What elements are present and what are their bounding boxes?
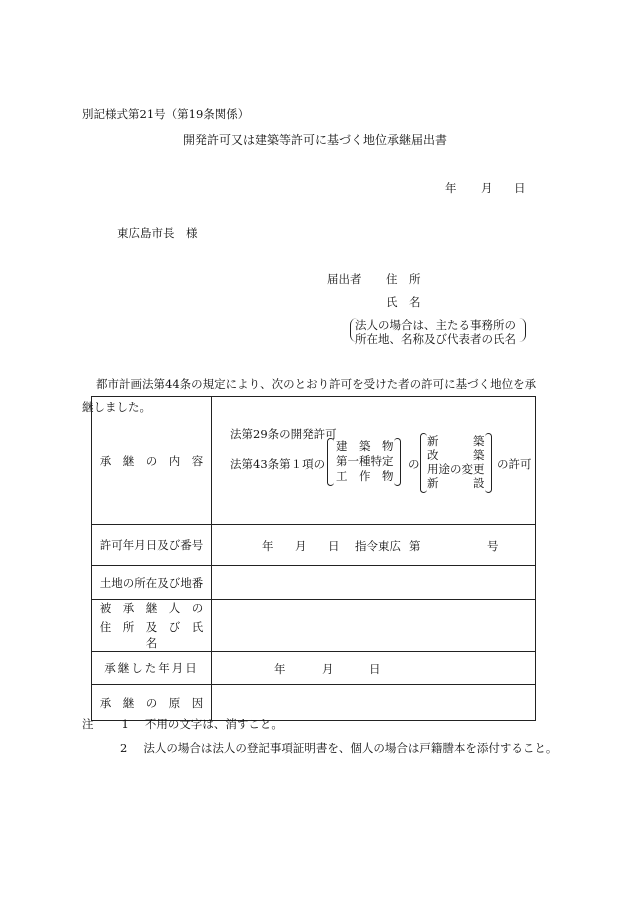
permit-date-number-cell	[212, 525, 536, 566]
predecessor-label-line2: 住 所 及 び 氏 名	[99, 620, 215, 650]
succession-month-label: 月	[322, 662, 334, 676]
article-43-text: 法第43条第１項の	[230, 457, 326, 471]
note-2-number: 2	[120, 741, 128, 755]
notifier-address-label: 住 所	[386, 272, 421, 286]
row-label-predecessor	[92, 600, 215, 652]
action-new-install: 新 設	[427, 476, 485, 490]
addressee: 東広島市長 様	[117, 226, 198, 240]
note-1-text: 不用の文字は、消すこと。	[144, 717, 283, 731]
permit-month-label: 月	[295, 539, 307, 553]
notifier-label: 届出者	[327, 272, 362, 286]
row-label-content: 承 継 の 内 容	[92, 397, 212, 525]
predecessor-label-line1: 被 承 継 人 の	[99, 601, 204, 615]
date-day-label: 日	[514, 181, 526, 195]
intro-text-line1: 都市計画法第44条の規定により、次のとおり許可を受けた者の許可に基づく地位を承	[96, 377, 537, 391]
note-2-text: 法人の場合は法人の登記事項証明書を、個人の場合は戸籍謄本を添付すること。	[143, 741, 558, 755]
row-label-permit-date-number: 許可年月日及び番号	[92, 525, 212, 566]
note-1-number: 1	[121, 717, 129, 731]
note-2	[120, 740, 557, 756]
table-row	[92, 600, 536, 652]
action-change-use: 用途の変更	[427, 462, 485, 476]
action-rebuild: 改 築	[427, 448, 485, 462]
intro-text-line2: 継しました。	[82, 400, 151, 414]
succession-date-cell	[212, 652, 536, 685]
note-1	[82, 716, 283, 732]
permit-suffix: の許可	[497, 457, 532, 471]
object-type1-specified: 第一種特定	[336, 454, 394, 468]
row-label-succession-date: 承継した年月日	[92, 652, 212, 685]
object-bracket-right	[394, 438, 401, 486]
object-bracket-left	[327, 438, 334, 486]
action-new-build: 新 築	[427, 434, 485, 448]
succession-year-label: 年	[274, 662, 286, 676]
action-bracket-left	[420, 433, 427, 493]
table-row	[92, 566, 536, 600]
row-label-cause: 承 継 の 原 因	[92, 685, 212, 721]
permit-year-label: 年	[262, 539, 274, 553]
permit-dai-label: 第	[409, 539, 421, 553]
predecessor-cell	[212, 600, 536, 652]
table-row	[92, 525, 536, 566]
article-29-text: 法第29条の開発許可	[230, 427, 337, 441]
object-building: 建 築 物	[336, 439, 394, 453]
page-title: 開発許可又は建築等許可に基づく地位承継届出書	[182, 133, 447, 147]
permit-go-label: 号	[487, 539, 499, 553]
land-location-cell	[212, 566, 536, 600]
connector-no: の	[408, 457, 420, 471]
succession-content-cell	[212, 397, 536, 525]
object-structure: 工 作 物	[336, 469, 394, 483]
corporation-note-line1: 法人の場合は、主たる事務所の	[355, 318, 516, 332]
date-month-label: 月	[481, 181, 493, 195]
notes-label: 注	[82, 717, 94, 731]
form-number: 別記様式第21号（第19条関係）	[82, 107, 250, 121]
table-row	[92, 652, 536, 685]
succession-form-table	[91, 396, 536, 721]
corporation-note-line2: 所在地、名称及び代表者の氏名	[355, 332, 516, 346]
permit-day-label: 日	[328, 539, 340, 553]
succession-day-label: 日	[369, 662, 381, 676]
notifier-name-label: 氏 名	[386, 295, 421, 309]
date-year-label: 年	[445, 181, 457, 195]
row-label-land-location: 土地の所在及び地番	[92, 566, 212, 600]
action-bracket-right	[485, 433, 492, 493]
table-row	[92, 397, 536, 525]
permit-directive-label: 指令東広	[355, 539, 401, 553]
